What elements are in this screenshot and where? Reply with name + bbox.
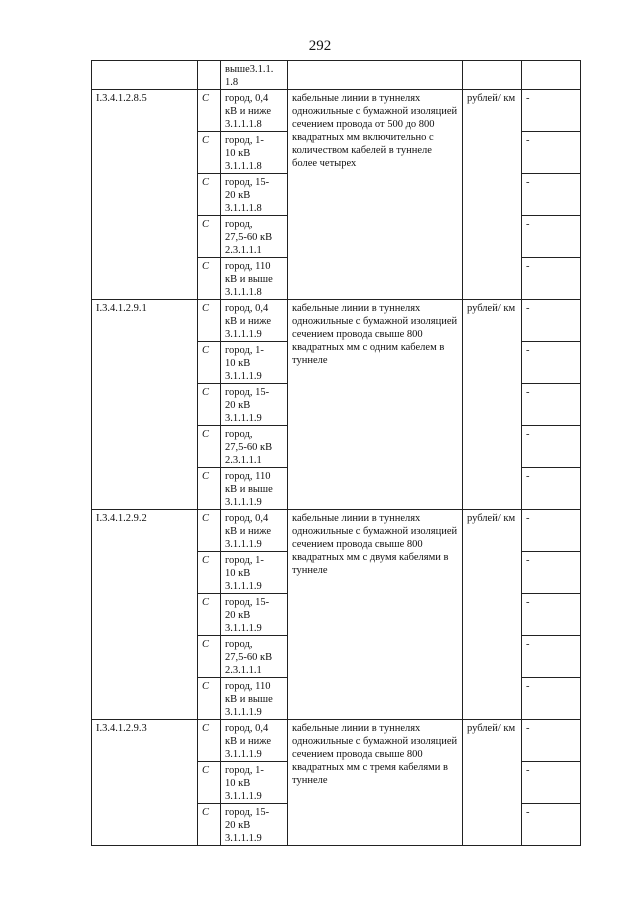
cell-level: город, 27,5-60 кВ 2.3.1.1.1 (221, 426, 288, 468)
tariff-table-body (92, 61, 581, 846)
cell-letter: С (198, 216, 221, 258)
cell-value: - (522, 804, 581, 846)
cell-level: город, 27,5-60 кВ 2.3.1.1.1 (221, 636, 288, 678)
cell-code (92, 61, 198, 90)
cell-letter: С (198, 132, 221, 174)
cell-level: город, 0,4 кВ и ниже 3.1.1.1.9 (221, 300, 288, 342)
cell-letter: С (198, 384, 221, 426)
continuation-row (92, 61, 581, 90)
cell-level: город, 0,4 кВ и ниже 3.1.1.1.9 (221, 510, 288, 552)
cell-letter: С (198, 300, 221, 342)
table-row (92, 90, 581, 132)
cell-level: город, 110 кВ и выше 3.1.1.1.8 (221, 258, 288, 300)
cell-unit (463, 61, 522, 90)
page-number: 292 (308, 38, 332, 54)
cell-level: город, 1- 10 кВ 3.1.1.1.9 (221, 552, 288, 594)
table-row (92, 510, 581, 552)
cell-letter: С (198, 510, 221, 552)
cell-level: город, 110 кВ и выше 3.1.1.1.9 (221, 468, 288, 510)
cell-letter: С (198, 804, 221, 846)
table-row (92, 720, 581, 762)
cell-description: кабельные линии в туннелях одножильные с бумажной изоляцией сечением провода свыше 800 квадратных мм с одним кабелем в туннеле (288, 300, 463, 510)
cell-level: город, 27,5-60 кВ 2.3.1.1.1 (221, 216, 288, 258)
cell-value: - (522, 384, 581, 426)
cell-value: - (522, 342, 581, 384)
cell-letter: С (198, 468, 221, 510)
cell-letter (198, 61, 221, 90)
cell-description (288, 61, 463, 90)
cell-letter: С (198, 720, 221, 762)
cell-level: город, 1- 10 кВ 3.1.1.1.9 (221, 762, 288, 804)
cell-value: - (522, 720, 581, 762)
cell-letter: С (198, 636, 221, 678)
cell-level: город, 15- 20 кВ 3.1.1.1.9 (221, 804, 288, 846)
cell-level: город, 1- 10 кВ 3.1.1.1.9 (221, 342, 288, 384)
cell-level: город, 15- 20 кВ 3.1.1.1.8 (221, 174, 288, 216)
cell-code: I.3.4.1.2.9.3 (92, 720, 198, 846)
cell-value (522, 61, 581, 90)
cell-code: I.3.4.1.2.9.1 (92, 300, 198, 510)
cell-level: город, 15- 20 кВ 3.1.1.1.9 (221, 594, 288, 636)
cell-level: город, 1- 10 кВ 3.1.1.1.8 (221, 132, 288, 174)
cell-level: город, 0,4 кВ и ниже 3.1.1.1.9 (221, 720, 288, 762)
cell-letter: С (198, 174, 221, 216)
cell-unit: рублей/ км (463, 300, 522, 510)
tariff-table (91, 60, 581, 846)
cell-value: - (522, 552, 581, 594)
cell-letter: С (198, 552, 221, 594)
table-row (92, 300, 581, 342)
cell-level: город, 15- 20 кВ 3.1.1.1.9 (221, 384, 288, 426)
cell-value: - (522, 90, 581, 132)
cell-value: - (522, 510, 581, 552)
cell-description: кабельные линии в туннелях одножильные с бумажной изоляцией сечением провода свыше 800 квадратных мм с тремя кабелями в туннеле (288, 720, 463, 846)
cell-description: кабельные линии в туннелях одножильные с бумажной изоляцией сечением провода от 500 до 800 квадратных мм включительно с количеством кабелей в туннеле более четырех (288, 90, 463, 300)
cell-code: I.3.4.1.2.8.5 (92, 90, 198, 300)
cell-value: - (522, 762, 581, 804)
cell-letter: С (198, 258, 221, 300)
cell-value: - (522, 594, 581, 636)
cell-code: I.3.4.1.2.9.2 (92, 510, 198, 720)
cell-value: - (522, 132, 581, 174)
cell-letter: С (198, 426, 221, 468)
cell-letter: С (198, 678, 221, 720)
cell-level: выше3.1.1. 1.8 (221, 61, 288, 90)
cell-letter: С (198, 342, 221, 384)
cell-value: - (522, 636, 581, 678)
cell-value: - (522, 258, 581, 300)
cell-letter: С (198, 594, 221, 636)
cell-letter: С (198, 762, 221, 804)
cell-value: - (522, 426, 581, 468)
cell-unit: рублей/ км (463, 720, 522, 846)
cell-value: - (522, 678, 581, 720)
cell-value: - (522, 174, 581, 216)
cell-level: город, 110 кВ и выше 3.1.1.1.9 (221, 678, 288, 720)
cell-value: - (522, 468, 581, 510)
cell-level: город, 0,4 кВ и ниже 3.1.1.1.8 (221, 90, 288, 132)
cell-unit: рублей/ км (463, 510, 522, 720)
cell-value: - (522, 216, 581, 258)
cell-description: кабельные линии в туннелях одножильные с бумажной изоляцией сечением провода свыше 800 квадратных мм с двумя кабелями в туннеле (288, 510, 463, 720)
cell-letter: С (198, 90, 221, 132)
cell-unit: рублей/ км (463, 90, 522, 300)
cell-value: - (522, 300, 581, 342)
